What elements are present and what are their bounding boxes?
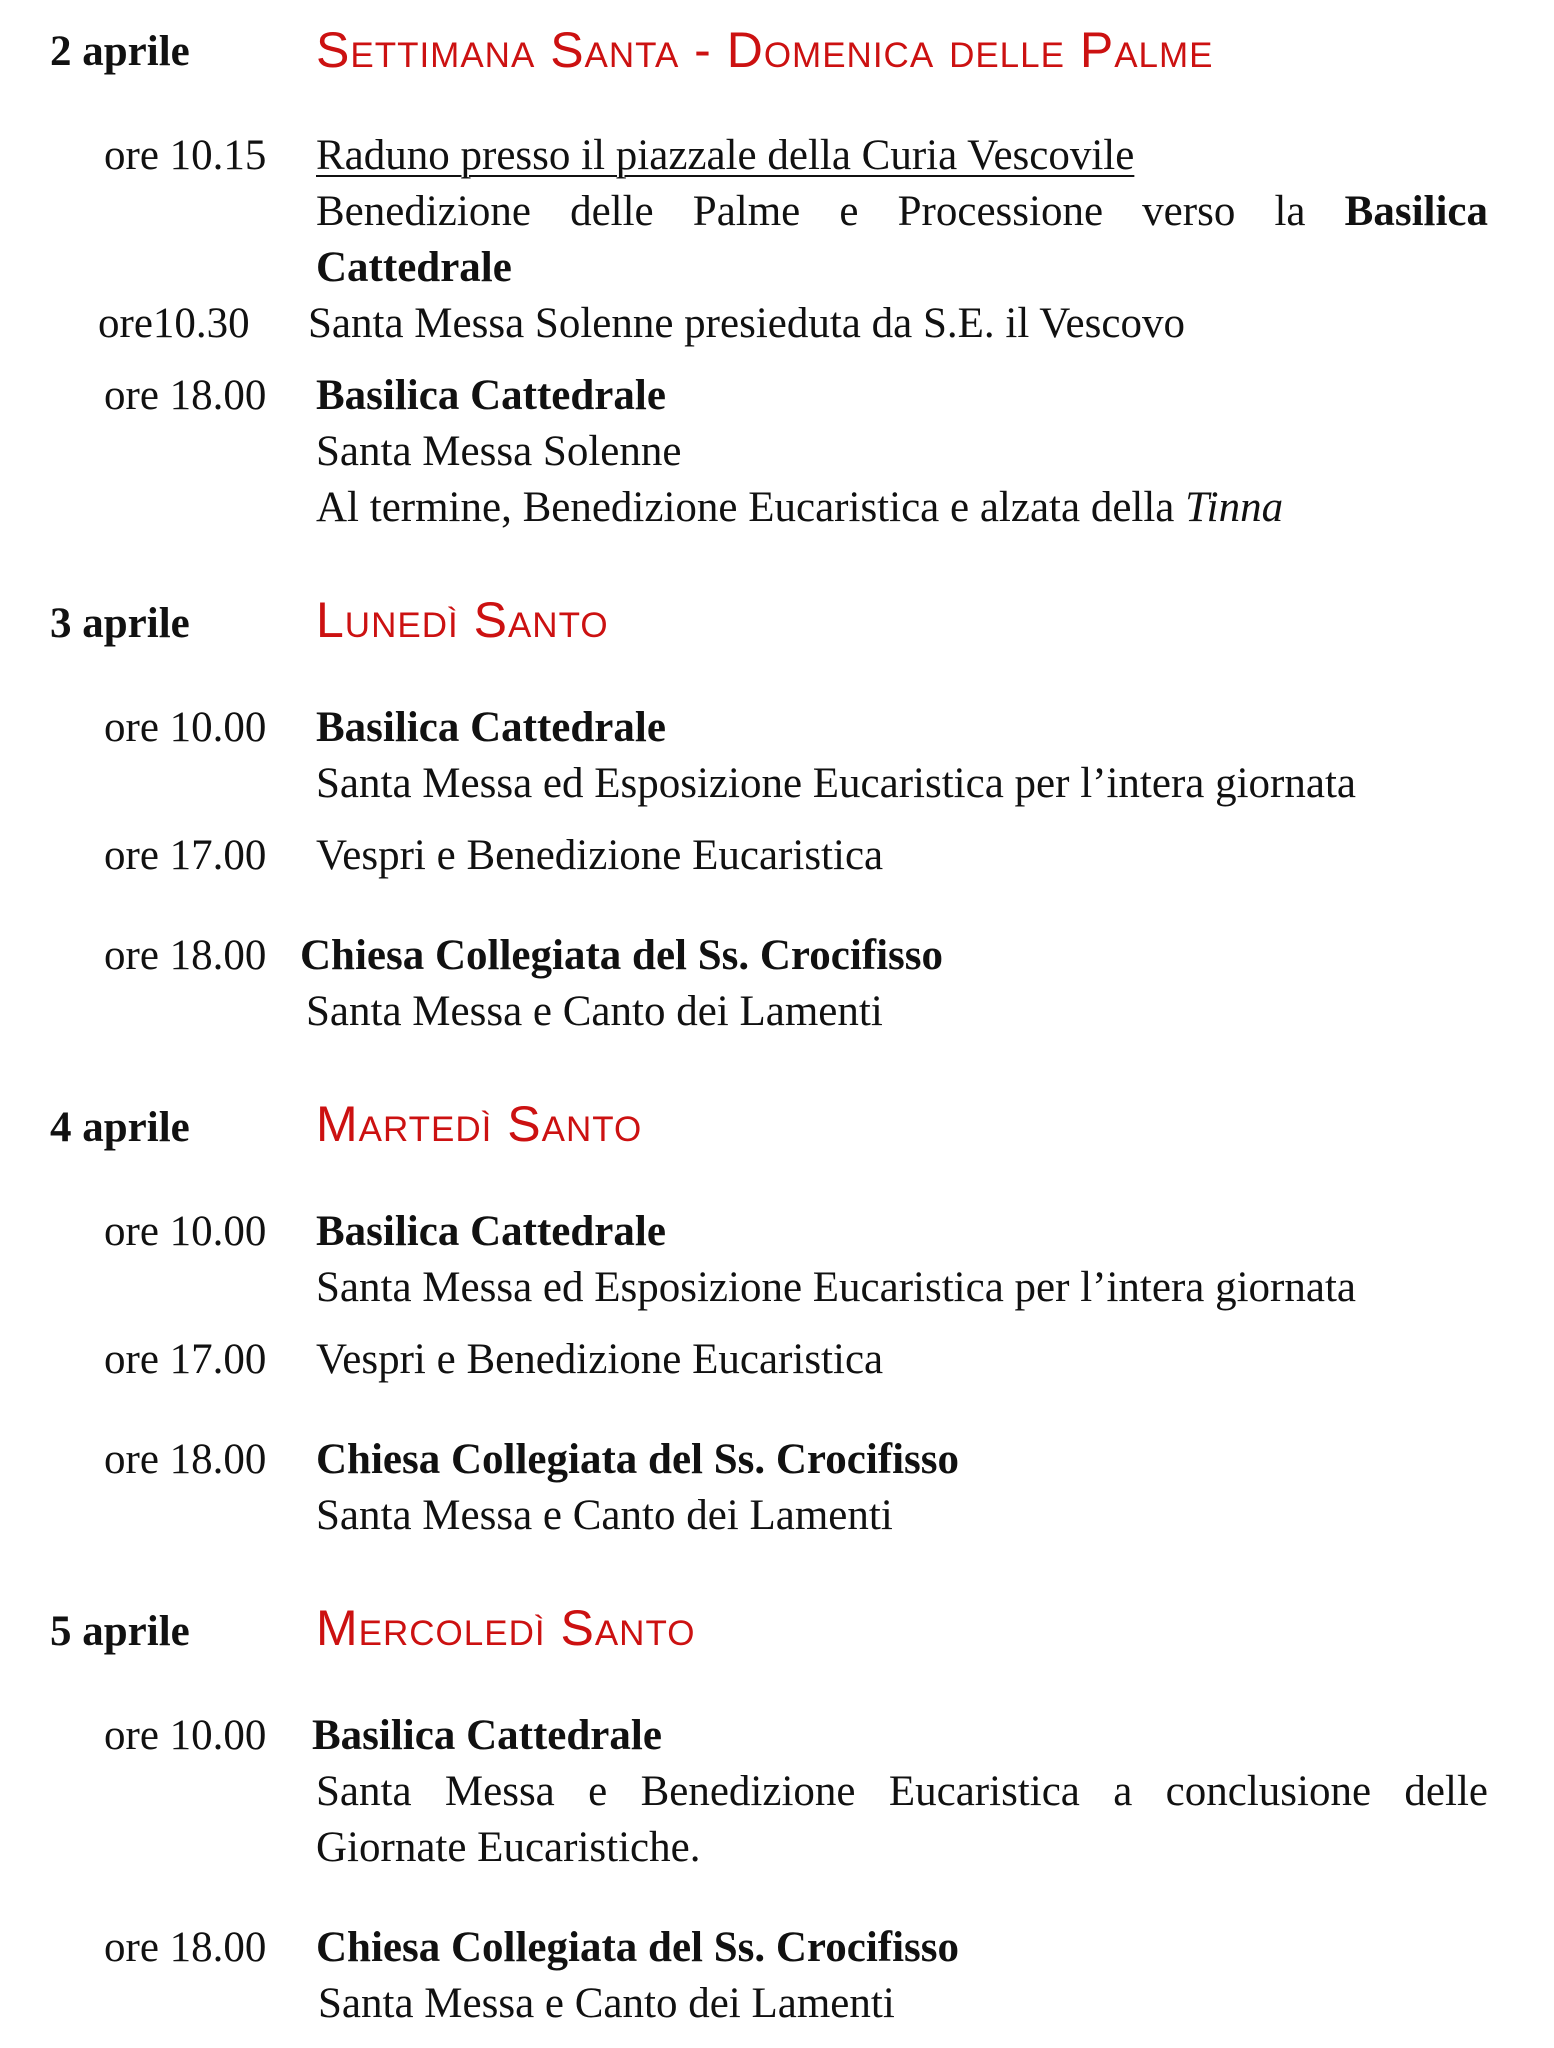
- event-line: [316, 480, 1283, 536]
- event-line: Cattedrale: [316, 244, 512, 291]
- section-title: Settimana Santa - Domenica delle Palme: [316, 22, 1214, 78]
- event-time: ore 18.00: [104, 1436, 267, 1483]
- event-line: Santa Messa e Canto dei Lamenti: [306, 988, 883, 1035]
- event-time: ore 17.00: [104, 1336, 267, 1383]
- event-line-italic: Tinna: [1185, 484, 1284, 531]
- event-line: Basilica Cattedrale: [316, 372, 666, 419]
- event-time: ore 10.00: [104, 1208, 267, 1255]
- event-time: ore 17.00: [104, 832, 267, 879]
- event-line: Santa Messa e Canto dei Lamenti: [318, 1980, 895, 2027]
- event-line: Basilica Cattedrale: [316, 704, 666, 751]
- section-date: 3 aprile: [50, 600, 190, 647]
- event-line: Raduno presso il piazzale della Curia Vescovile: [316, 132, 1135, 179]
- event-line: Chiesa Collegiata del Ss. Crocifisso: [300, 932, 944, 979]
- event-line: Santa Messa e Canto dei Lamenti: [316, 1492, 893, 1539]
- section-title: Mercoledì Santo: [316, 1600, 696, 1656]
- event-time: ore 18.00: [104, 1924, 267, 1971]
- section-date: 5 aprile: [50, 1608, 190, 1655]
- event-line: Santa Messa ed Esposizione Eucaristica per l’intera giornata: [316, 1264, 1356, 1311]
- event-line: Santa Messa ed Esposizione Eucaristica per l’intera giornata: [316, 760, 1356, 807]
- event-line: Chiesa Collegiata del Ss. Crocifisso: [316, 1436, 960, 1483]
- event-time: ore 10.00: [104, 1712, 267, 1759]
- event-line-text: Al termine, Benedizione Eucaristica e alzata della: [316, 484, 1186, 531]
- event-line: Basilica Cattedrale: [316, 1208, 666, 1255]
- section-title: Lunedì Santo: [316, 592, 609, 648]
- event-line: Chiesa Collegiata del Ss. Crocifisso: [316, 1924, 960, 1971]
- event-time: ore 18.00: [104, 932, 267, 979]
- section-title: Martedì Santo: [316, 1096, 643, 1152]
- event-line: Basilica Cattedrale: [312, 1712, 662, 1759]
- event-line: Santa Messa e Benedizione Eucaristica a conclusione delle: [316, 1768, 1488, 1815]
- event-time: ore 18.00: [104, 372, 267, 419]
- event-time: ore 10.00: [104, 704, 267, 751]
- section-date: 2 aprile: [50, 28, 190, 75]
- section-date: 4 aprile: [50, 1104, 190, 1151]
- event-line: Vespri e Benedizione Eucaristica: [316, 832, 884, 879]
- event-line: Vespri e Benedizione Eucaristica: [316, 1336, 884, 1383]
- event-line: Santa Messa Solenne: [316, 428, 682, 475]
- event-line-bold: Basilica: [1344, 188, 1489, 235]
- event-time: ore10.30: [98, 300, 250, 347]
- event-time: ore 10.15: [104, 132, 267, 179]
- event-line-text: Benedizione delle Palme e Processione verso la: [316, 188, 1306, 235]
- event-line: [316, 184, 1488, 240]
- event-line: Santa Messa Solenne presieduta da S.E. il Vescovo: [308, 300, 1185, 347]
- event-line: Giornate Eucaristiche.: [316, 1824, 701, 1871]
